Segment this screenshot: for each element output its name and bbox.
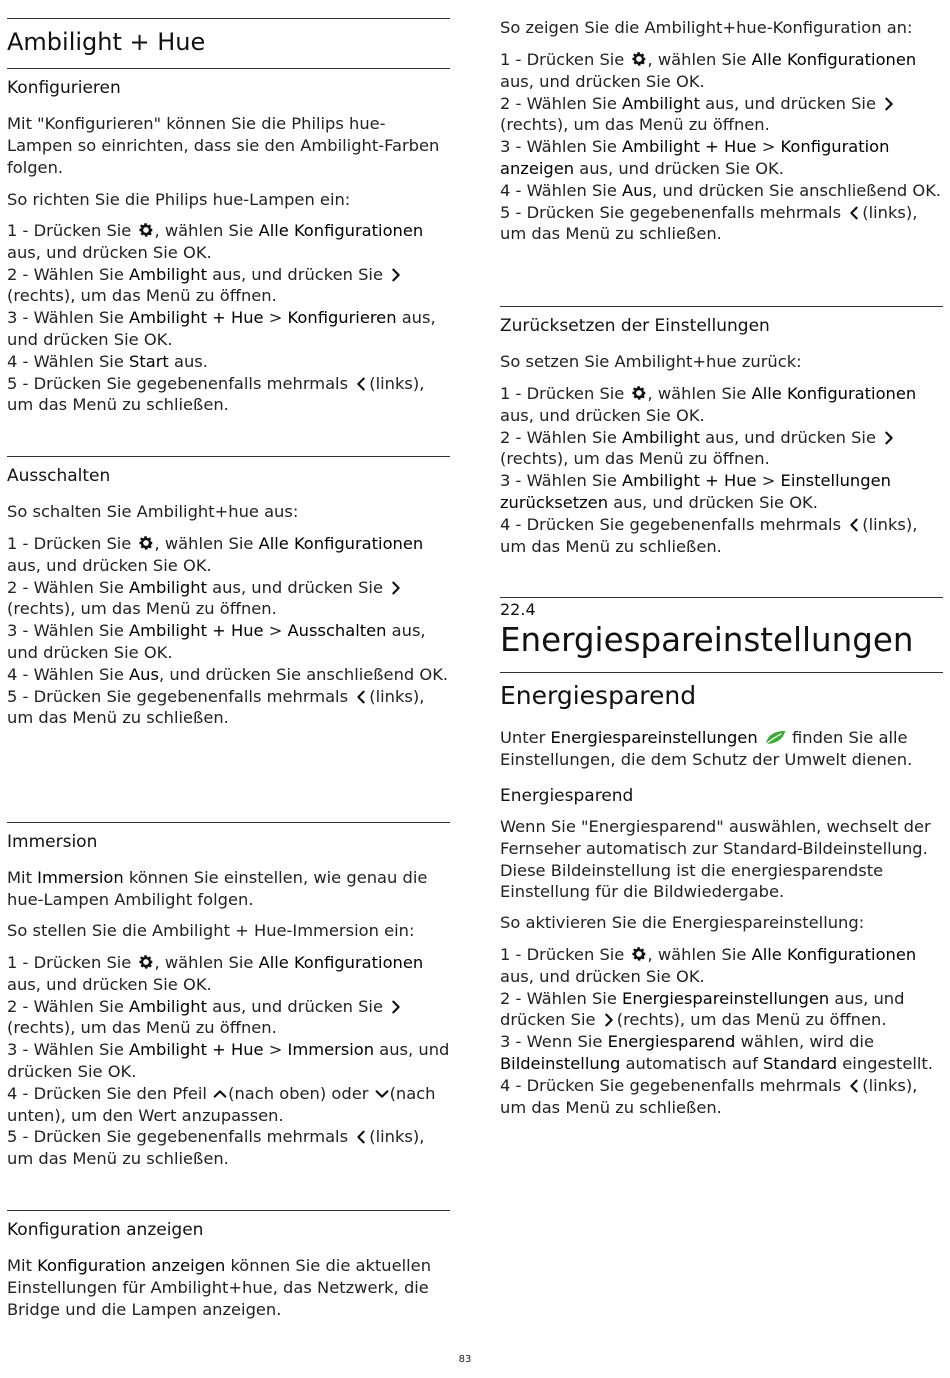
step-3: 3 - Wählen Sie Ambilight + Hue > Konfigurieren aus, und drücken Sie OK. xyxy=(7,308,436,349)
step-1: 1 - Drücken Sie , wählen Sie Alle Konfigurationen aus, und drücken Sie OK. xyxy=(500,50,917,91)
heading-energiesparend: Energiesparend xyxy=(500,786,634,806)
gear-icon xyxy=(137,221,155,239)
step-3: 3 - Wählen Sie Ambilight + Hue > Immersion aus, und drücken Sie OK. xyxy=(7,1040,450,1081)
heading-konfiguration-anzeigen: Konfiguration anzeigen xyxy=(7,1220,204,1240)
divider xyxy=(7,18,450,19)
heading-immersion: Immersion xyxy=(7,832,98,852)
chevron-left-icon xyxy=(846,517,862,533)
gear-icon xyxy=(630,50,648,68)
step-5: 5 - Drücken Sie gegebenenfalls mehrmals (links), um das Menü zu schließen. xyxy=(7,1127,425,1169)
chevron-left-icon xyxy=(846,1078,862,1094)
step-1: 1 - Drücken Sie , wählen Sie Alle Konfigurationen aus, und drücken Sie OK. xyxy=(7,534,424,575)
section-title: Ambilight + Hue xyxy=(7,28,206,56)
gear-icon xyxy=(630,945,648,963)
divider xyxy=(500,306,943,307)
leaf-icon xyxy=(763,729,787,746)
step-5: 5 - Drücken Sie gegebenenfalls mehrmals (links), um das Menü zu schließen. xyxy=(7,373,425,415)
lead-ausschalten: So schalten Sie Ambilight+hue aus: xyxy=(7,502,299,521)
page-number: 83 xyxy=(458,1354,472,1365)
steps-anzeigen xyxy=(500,49,943,245)
step-2: 2 - Wählen Sie Ambilight aus, und drücken Sie (rechts), um das Menü zu öffnen. xyxy=(7,264,450,308)
chapter-number: 22.4 xyxy=(500,600,536,619)
step-3: 3 - Wählen Sie Ambilight + Hue > Konfiguration anzeigen aus, und drücken Sie OK. xyxy=(500,137,890,178)
intro-immersion: Mit Immersion können Sie einstellen, wie genau die hue-Lampen Ambilight folgen. xyxy=(7,868,428,909)
step-5: 5 - Drücken Sie gegebenenfalls mehrmals (links), um das Menü zu schließen. xyxy=(500,202,918,244)
divider xyxy=(7,68,450,69)
desc-energiesparend: Wenn Sie "Energiesparend" auswählen, wechselt der Fernseher automatisch zur Standard-Bildeinstellung. Diese Bildeinstellung ist die energiesparendste Einstellung für die Bildwiedergabe. xyxy=(500,817,931,902)
step-2: 2 - Wählen Sie Ambilight aus, und drücken Sie (rechts), um das Menü zu öffnen. xyxy=(500,427,943,471)
step-2: 2 - Wählen Sie Ambilight aus, und drücken Sie (rechts), um das Menü zu öffnen. xyxy=(7,577,450,621)
step-3: 3 - Wenn Sie Energiesparend wählen, wird die Bildeinstellung automatisch auf Standard eingestellt. xyxy=(500,1032,933,1073)
gear-icon xyxy=(630,384,648,402)
chevron-left-icon xyxy=(353,1129,369,1145)
steps-konfigurieren xyxy=(7,220,450,416)
divider xyxy=(7,1210,450,1211)
lead-zuruecksetzen: So setzen Sie Ambilight+hue zurück: xyxy=(500,352,802,371)
lead-konfigurieren: So richten Sie die Philips hue-Lampen ein: xyxy=(7,190,351,209)
step-1: 1 - Drücken Sie , wählen Sie Alle Konfigurationen aus, und drücken Sie OK. xyxy=(7,953,424,994)
step-1: 1 - Drücken Sie , wählen Sie Alle Konfigurationen aus, und drücken Sie OK. xyxy=(7,221,424,262)
step-4: 4 - Wählen Sie Aus, und drücken Sie anschließend OK. xyxy=(7,664,449,684)
chevron-up-icon xyxy=(212,1086,228,1102)
step-2: 2 - Wählen Sie Energiespareinstellungen aus, und drücken Sie (rechts), um das Menü zu öffnen. xyxy=(500,988,905,1030)
divider xyxy=(500,672,943,673)
step-2: 2 - Wählen Sie Ambilight aus, und drücken Sie (rechts), um das Menü zu öffnen. xyxy=(500,93,943,137)
step-1: 1 - Drücken Sie , wählen Sie Alle Konfigurationen aus, und drücken Sie OK. xyxy=(500,945,917,986)
step-2: 2 - Wählen Sie Ambilight aus, und drücken Sie (rechts), um das Menü zu öffnen. xyxy=(7,996,450,1040)
step-5: 5 - Drücken Sie gegebenenfalls mehrmals (links), um das Menü zu schließen. xyxy=(7,686,425,728)
chevron-right-icon xyxy=(881,96,897,112)
step-3: 3 - Wählen Sie Ambilight + Hue > Ausschalten aus, und drücken Sie OK. xyxy=(7,621,426,662)
step-4: 4 - Drücken Sie den Pfeil (nach oben) oder (nach unten), um den Wert anzupassen. xyxy=(7,1083,436,1125)
intro-konfiguration-anzeigen: Mit Konfiguration anzeigen können Sie die aktuellen Einstellungen für Ambilight+hue, das Netzwerk, die Bridge und die Lampen anzeigen. xyxy=(7,1256,432,1319)
chapter-title: Energiespareinstellungen xyxy=(500,621,914,659)
heading-ausschalten: Ausschalten xyxy=(7,466,111,486)
chevron-right-icon xyxy=(388,999,404,1015)
step-3: 3 - Wählen Sie Ambilight + Hue > Einstellungen zurücksetzen aus, und drücken Sie OK. xyxy=(500,471,891,512)
step-1: 1 - Drücken Sie , wählen Sie Alle Konfigurationen aus, und drücken Sie OK. xyxy=(500,384,917,425)
chevron-left-icon xyxy=(353,689,369,705)
divider xyxy=(7,456,450,457)
chevron-left-icon xyxy=(846,205,862,221)
steps-ausschalten xyxy=(7,533,450,729)
chevron-right-icon xyxy=(881,430,897,446)
chevron-right-icon xyxy=(388,580,404,596)
gear-icon xyxy=(137,534,155,552)
step-4: 4 - Wählen Sie Start aus. xyxy=(7,351,208,371)
divider xyxy=(7,822,450,823)
intro-energie: Unter Energiespareinstellungen finden Sie alle Einstellungen, die dem Schutz der Umwelt dienen. xyxy=(500,728,913,769)
lead-energiesparend: So aktivieren Sie die Energiespareinstellung: xyxy=(500,913,865,932)
subsection-title: Energiesparend xyxy=(500,681,697,710)
lead-anzeigen: So zeigen Sie die Ambilight+hue-Konfiguration an: xyxy=(500,18,913,37)
chevron-right-icon xyxy=(601,1012,617,1028)
chevron-down-icon xyxy=(374,1086,390,1102)
intro-konfigurieren: Mit "Konfigurieren" können Sie die Philips hue-Lampen so einrichten, dass sie den Ambilight-Farben folgen. xyxy=(7,114,440,177)
step-4: 4 - Wählen Sie Aus, und drücken Sie anschließend OK. xyxy=(500,180,942,200)
gear-icon xyxy=(137,953,155,971)
heading-zuruecksetzen: Zurücksetzen der Einstellungen xyxy=(500,316,770,336)
chevron-right-icon xyxy=(388,267,404,283)
steps-zuruecksetzen xyxy=(500,383,943,557)
lead-immersion: So stellen Sie die Ambilight + Hue-Immersion ein: xyxy=(7,921,415,940)
divider xyxy=(500,597,943,598)
steps-immersion xyxy=(7,952,450,1170)
heading-konfigurieren: Konfigurieren xyxy=(7,78,121,98)
steps-energiesparend xyxy=(500,944,943,1118)
step-4: 4 - Drücken Sie gegebenenfalls mehrmals (links), um das Menü zu schließen. xyxy=(500,514,918,556)
right-column xyxy=(500,0,943,1378)
left-column xyxy=(7,0,450,1378)
chevron-left-icon xyxy=(353,376,369,392)
step-4: 4 - Drücken Sie gegebenenfalls mehrmals (links), um das Menü zu schließen. xyxy=(500,1075,918,1117)
